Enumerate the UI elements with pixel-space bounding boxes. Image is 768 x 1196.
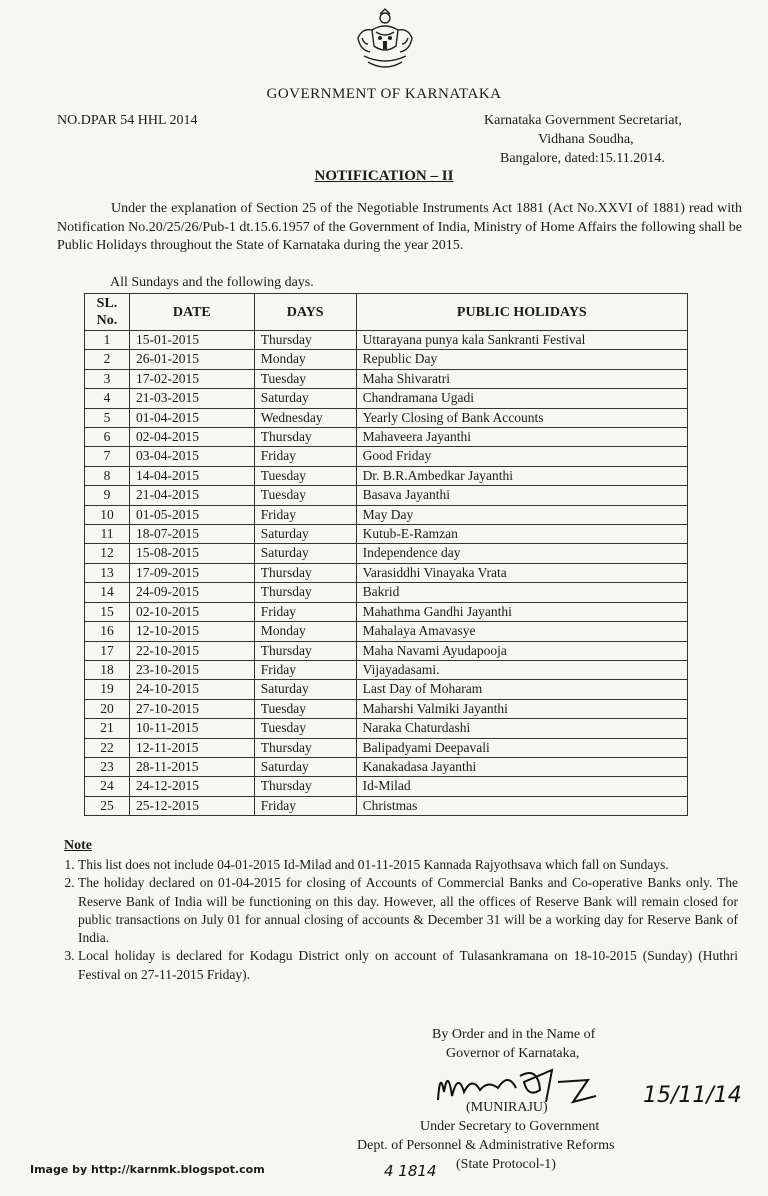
table-row <box>85 428 688 447</box>
cell-holiday: Mahaveera Jayanthi <box>356 428 687 447</box>
svg-text:4 1814: 4 1814 <box>384 1162 437 1180</box>
government-heading: GOVERNMENT OF KARNATAKA <box>266 86 502 102</box>
table-row <box>85 699 688 718</box>
cell-sl-no: 5 <box>85 408 130 427</box>
cell-day: Thursday <box>254 777 356 796</box>
cell-sl-no: 1 <box>85 331 130 350</box>
cell-holiday: Dr. B.R.Ambedkar Jayanthi <box>356 466 687 485</box>
cell-sl-no: 7 <box>85 447 130 466</box>
table-row <box>85 777 688 796</box>
cell-date: 17-09-2015 <box>129 563 254 582</box>
signatory-name: (MUNIRAJU) <box>466 1100 548 1115</box>
cell-sl-no: 6 <box>85 428 130 447</box>
cell-sl-no: 11 <box>85 525 130 544</box>
cell-holiday: Kanakadasa Jayanthi <box>356 757 687 776</box>
address-line: Vidhana Soudha, <box>538 132 634 147</box>
cell-day: Tuesday <box>254 486 356 505</box>
header-sl-no: SL. No. <box>85 294 130 331</box>
order-number: NO.DPAR 54 HHL 2014 <box>57 113 198 128</box>
cell-date: 24-09-2015 <box>129 583 254 602</box>
cell-day: Friday <box>254 660 356 679</box>
table-row <box>85 583 688 602</box>
cell-day: Thursday <box>254 738 356 757</box>
table-row <box>85 331 688 350</box>
note-heading: Note <box>64 838 92 853</box>
governor-line: Governor of Karnataka, <box>446 1046 580 1061</box>
table-row <box>85 505 688 524</box>
cell-holiday: Naraka Chaturdashi <box>356 719 687 738</box>
cell-sl-no: 3 <box>85 369 130 388</box>
cell-holiday: Mahathma Gandhi Jayanthi <box>356 602 687 621</box>
cell-day: Friday <box>254 505 356 524</box>
table-row <box>85 563 688 582</box>
cell-date: 12-11-2015 <box>129 738 254 757</box>
table-row <box>85 660 688 679</box>
cell-sl-no: 15 <box>85 602 130 621</box>
table-row <box>85 466 688 485</box>
cell-day: Tuesday <box>254 369 356 388</box>
table-row <box>85 447 688 466</box>
signature-block <box>432 1025 595 1063</box>
cell-day: Tuesday <box>254 719 356 738</box>
cell-date: 02-10-2015 <box>129 602 254 621</box>
cell-holiday: Maharshi Valmiki Jayanthi <box>356 699 687 718</box>
signatory-department: Dept. of Personnel & Administrative Reforms <box>357 1138 615 1153</box>
cell-sl-no: 17 <box>85 641 130 660</box>
cell-sl-no: 18 <box>85 660 130 679</box>
note-item: 1. This list does not include 04-01-2015 Id-Milad and 01-11-2015 Kannada Rajyothsava which fall on Sundays. <box>78 856 738 874</box>
cell-day: Friday <box>254 796 356 815</box>
cell-day: Tuesday <box>254 466 356 485</box>
header-date: DATE <box>129 294 254 331</box>
cell-holiday: Christmas <box>356 796 687 815</box>
cell-date: 21-03-2015 <box>129 389 254 408</box>
cell-holiday: Republic Day <box>356 350 687 369</box>
signatory-designation: Under Secretary to Government <box>420 1119 600 1134</box>
cell-date: 21-04-2015 <box>129 486 254 505</box>
table-row <box>85 486 688 505</box>
cell-sl-no: 9 <box>85 486 130 505</box>
address-block <box>484 111 682 168</box>
address-line: Bangalore, dated:15.11.2014. <box>500 151 665 166</box>
cell-holiday: Bakrid <box>356 583 687 602</box>
cell-day: Saturday <box>254 680 356 699</box>
cell-sl-no: 24 <box>85 777 130 796</box>
intro-paragraph <box>57 200 742 256</box>
cell-date: 25-12-2015 <box>129 796 254 815</box>
cell-sl-no: 10 <box>85 505 130 524</box>
header-days: DAYS <box>254 294 356 331</box>
by-order-line: By Order and in the Name of <box>432 1027 596 1042</box>
intro-text: Under the explanation of Section 25 of the Negotiable Instruments Act 1881 (Act No.XXVI of 1881) read with Notification No.20/25/26/Pub-1 dt.15.6.1957 of the Government of India, Ministry of Home Affairs the following shall be Public Holidays throughout the State of Karnataka during the year 2015. <box>57 201 742 253</box>
cell-holiday: Basava Jayanthi <box>356 486 687 505</box>
cell-day: Friday <box>254 447 356 466</box>
cell-day: Monday <box>254 622 356 641</box>
handwritten-date: 15/11/14 <box>643 1083 742 1108</box>
cell-sl-no: 23 <box>85 757 130 776</box>
cell-holiday: Vijayadasami. <box>356 660 687 679</box>
table-row <box>85 680 688 699</box>
cell-holiday: Maha Shivaratri <box>356 369 687 388</box>
cell-holiday: Id-Milad <box>356 777 687 796</box>
address-line: Karnataka Government Secretariat, <box>484 113 682 128</box>
table-header-row <box>85 294 688 331</box>
sundays-line: All Sundays and the following days. <box>110 275 314 290</box>
cell-date: 12-10-2015 <box>129 622 254 641</box>
cell-date: 28-11-2015 <box>129 757 254 776</box>
table-row <box>85 369 688 388</box>
cell-sl-no: 16 <box>85 622 130 641</box>
cell-day: Tuesday <box>254 699 356 718</box>
cell-day: Monday <box>254 350 356 369</box>
cell-date: 01-05-2015 <box>129 505 254 524</box>
cell-sl-no: 21 <box>85 719 130 738</box>
handwritten-scribble <box>380 1160 437 1194</box>
table-row <box>85 408 688 427</box>
cell-day: Thursday <box>254 583 356 602</box>
table-row <box>85 719 688 738</box>
cell-date: 15-01-2015 <box>129 331 254 350</box>
cell-date: 24-10-2015 <box>129 680 254 699</box>
cell-day: Thursday <box>254 641 356 660</box>
cell-sl-no: 8 <box>85 466 130 485</box>
cell-holiday: Mahalaya Amavasye <box>356 622 687 641</box>
table-row <box>85 525 688 544</box>
cell-date: 27-10-2015 <box>129 699 254 718</box>
table-row <box>85 738 688 757</box>
table-body <box>85 331 688 816</box>
cell-sl-no: 25 <box>85 796 130 815</box>
cell-date: 03-04-2015 <box>129 447 254 466</box>
table-row <box>85 796 688 815</box>
table-row <box>85 350 688 369</box>
cell-date: 15-08-2015 <box>129 544 254 563</box>
notes-list <box>48 856 738 984</box>
cell-date: 22-10-2015 <box>129 641 254 660</box>
note-item: 3. Local holiday is declared for Kodagu District only on account of Tulasankramana on 18-10-2015 (Sunday) (Huthri Festival on 27-11-2015 Friday). <box>78 947 738 984</box>
cell-date: 24-12-2015 <box>129 777 254 796</box>
cell-holiday: Yearly Closing of Bank Accounts <box>356 408 687 427</box>
holiday-table <box>84 293 688 816</box>
table-row <box>85 602 688 621</box>
cell-day: Thursday <box>254 428 356 447</box>
cell-holiday: May Day <box>356 505 687 524</box>
cell-day: Friday <box>254 602 356 621</box>
image-credit: Image by http://karnmk.blogspot.com <box>30 1163 265 1176</box>
cell-date: 10-11-2015 <box>129 719 254 738</box>
cell-holiday: Independence day <box>356 544 687 563</box>
cell-holiday: Balipadyami Deepavali <box>356 738 687 757</box>
table-row <box>85 544 688 563</box>
cell-date: 14-04-2015 <box>129 466 254 485</box>
cell-day: Thursday <box>254 331 356 350</box>
cell-day: Saturday <box>254 544 356 563</box>
cell-date: 17-02-2015 <box>129 369 254 388</box>
cell-date: 18-07-2015 <box>129 525 254 544</box>
cell-holiday: Uttarayana punya kala Sankranti Festival <box>356 331 687 350</box>
cell-holiday: Maha Navami Ayudapooja <box>356 641 687 660</box>
signatory-section: (State Protocol-1) <box>456 1157 556 1172</box>
cell-day: Saturday <box>254 525 356 544</box>
cell-day: Saturday <box>254 757 356 776</box>
cell-day: Thursday <box>254 563 356 582</box>
table-row <box>85 389 688 408</box>
cell-sl-no: 2 <box>85 350 130 369</box>
cell-holiday: Good Friday <box>356 447 687 466</box>
cell-date: 23-10-2015 <box>129 660 254 679</box>
cell-sl-no: 22 <box>85 738 130 757</box>
cell-sl-no: 4 <box>85 389 130 408</box>
notification-title: NOTIFICATION – II <box>314 168 454 184</box>
cell-sl-no: 12 <box>85 544 130 563</box>
cell-date: 01-04-2015 <box>129 408 254 427</box>
table-row <box>85 622 688 641</box>
table-row <box>85 757 688 776</box>
cell-day: Wednesday <box>254 408 356 427</box>
cell-date: 02-04-2015 <box>129 428 254 447</box>
cell-sl-no: 13 <box>85 563 130 582</box>
table-row <box>85 641 688 660</box>
cell-day: Saturday <box>254 389 356 408</box>
cell-sl-no: 19 <box>85 680 130 699</box>
karnataka-emblem-icon <box>350 8 420 74</box>
cell-holiday: Varasiddhi Vinayaka Vrata <box>356 563 687 582</box>
cell-holiday: Chandramana Ugadi <box>356 389 687 408</box>
note-item: 2. The holiday declared on 01-04-2015 for closing of Accounts of Commercial Banks and Co-operative Banks only. The Reserve Bank of India will be functioning on this day. However, all the offices of Reserve Bank will remain closed for public transactions on July 01 for annual closing of accounts & December 31 will be a working day for Reserve Bank of India. <box>78 874 738 947</box>
cell-holiday: Kutub-E-Ramzan <box>356 525 687 544</box>
cell-holiday: Last Day of Moharam <box>356 680 687 699</box>
cell-sl-no: 20 <box>85 699 130 718</box>
header-public-holidays: PUBLIC HOLIDAYS <box>356 294 687 331</box>
cell-sl-no: 14 <box>85 583 130 602</box>
cell-date: 26-01-2015 <box>129 350 254 369</box>
